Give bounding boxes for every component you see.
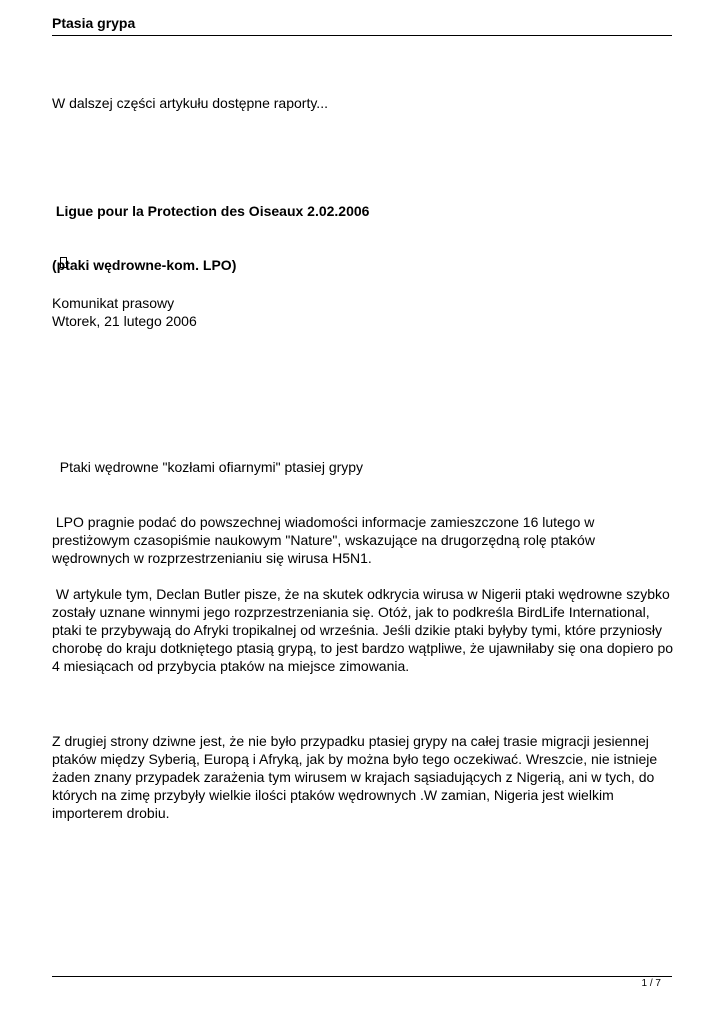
heading-line-1: Ligue pour la Protection des Oiseaux 2.02.2006 (52, 203, 370, 219)
header-divider (52, 35, 672, 36)
page-number: 1 / 7 (641, 978, 661, 989)
paragraph-1: LPO pragnie podać do powszechnej wiadomości informacje zamieszczone 16 lutego w prestiżowym czasopiśmie naukowym "Nature", wskazujące na drugorzędną rolę ptaków wędrownych w rozprzestrzenianiu się wirusa H5N1. (52, 514, 599, 566)
article-heading (52, 166, 676, 292)
paragraph-3: Z drugiej strony dziwne jest, że nie było przypadku ptasiej grypy na całej trasie migracji jesiennej ptaków między Syberią, Europą i Afryką, jak by można było tego oczekiwać. Wreszcie, nie istnieje żaden znany przypadek zarażenia tym wirusem w krajach sąsiadujących z Nigerią, ani w tych, do których na zimę przybyły wielkie ilości ptaków wędrownych .W zamian, Nigeria jest wielkim importerem drobiu. (52, 733, 658, 821)
footer-divider (52, 976, 672, 977)
intro-text: W dalszej części artykułu dostępne raporty... (52, 95, 328, 111)
article-subtitle: Ptaki wędrowne "kozłami ofiarnymi" ptasiej grypy (52, 459, 364, 475)
missing-glyph-icon (60, 257, 67, 268)
press-release-info (52, 294, 676, 330)
document-header-title: Ptasia grypa (52, 15, 136, 31)
press-release-label: Komunikat prasowy (52, 295, 175, 311)
heading-line-2: (ptaki wędrowne-kom. LPO) (52, 257, 237, 273)
paragraph-2: W artykule tym, Declan Butler pisze, że na skutek odkrycia wirusa w Nigerii ptaki wędrowne szybko zostały uznane winnymi jego rozprzestrzeniania się. Otóż, jak to podkreśla BirdLife International, ptaki te przybywają do Afryki tropikalnej od września. Jeśli dzikie ptaki byłyby tymi, które przyniosły chorobę do kraju dotkniętego ptasią grypą, to jest bardzo wątpliwe, że ujawniłaby się ona dopiero po 4 miesiącach od przybycia ptaków na miejsce zimowania. (52, 586, 677, 674)
press-release-date: Wtorek, 21 lutego 2006 (52, 313, 197, 329)
